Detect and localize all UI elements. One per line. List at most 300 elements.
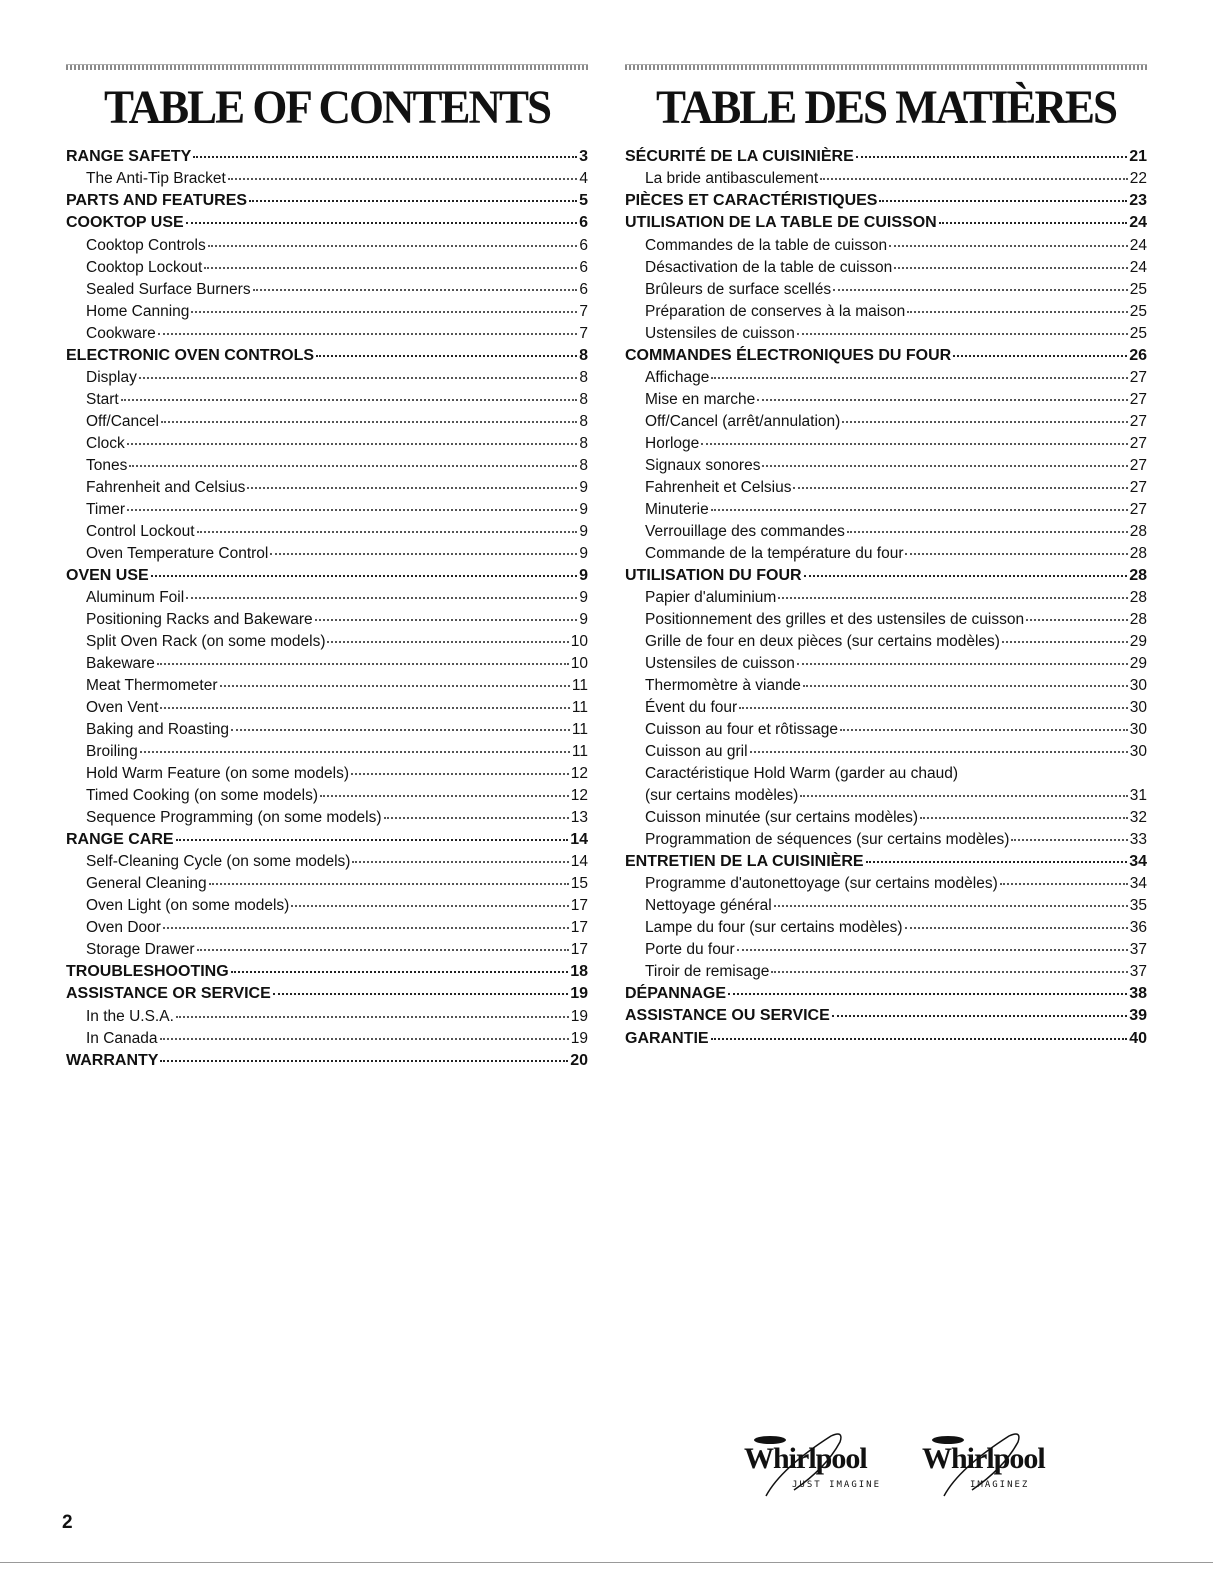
dot-leader [856, 155, 1127, 158]
toc-subsection-entry [66, 917, 588, 939]
dot-leader [327, 640, 568, 643]
toc-entry-label: Off/Cancel (arrêt/annulation) [645, 412, 841, 430]
dot-leader [711, 1037, 1128, 1040]
toc-subsection-entry [66, 301, 588, 323]
dot-leader [176, 838, 569, 841]
dot-leader [804, 574, 1128, 577]
toc-section-entry [66, 961, 588, 983]
toc-subsection-entry [625, 301, 1147, 323]
dot-leader [197, 948, 569, 951]
toc-page-number: 15 [570, 875, 588, 893]
toc-entry-label: Grille de four en deux pièces (sur certains modèles) [645, 632, 1000, 650]
toc-subsection-entry [66, 631, 588, 653]
toc-entry-label: Self-Cleaning Cycle (on some models) [86, 853, 351, 871]
toc-page-number: 13 [570, 808, 588, 826]
toc-entry-label: Storage Drawer [86, 941, 195, 959]
dot-leader [160, 1059, 568, 1062]
toc-page-number: 37 [1129, 941, 1147, 959]
toc-entry-label: UTILISATION DU FOUR [625, 566, 802, 584]
toc-entry-label: ASSISTANCE OU SERVICE [625, 1007, 830, 1025]
toc-subsection-entry [66, 411, 588, 433]
toc-page-number: 29 [1129, 632, 1147, 650]
whirlpool-logo-french [914, 1428, 1064, 1500]
toc-subsection-entry [66, 257, 588, 279]
dot-leader [1002, 640, 1128, 643]
dot-leader [320, 794, 569, 797]
toc-entry-label: Ustensiles de cuisson [645, 324, 795, 342]
toc-page-number: 30 [1129, 698, 1147, 716]
dot-leader [193, 155, 577, 158]
toc-entry-label: (sur certains modèles) [645, 786, 799, 804]
dot-leader [894, 266, 1127, 269]
toc-section-entry [625, 146, 1147, 168]
dot-leader [737, 948, 1128, 951]
toc-page-number: 33 [1129, 830, 1147, 848]
toc-entry-label: RANGE SAFETY [66, 148, 192, 165]
toc-subsection-entry [66, 587, 588, 609]
toc-entry-label: Timed Cooking (on some models) [86, 786, 319, 804]
toc-entry-label: Tones [86, 456, 128, 474]
toc-subsection-entry [66, 367, 588, 389]
toc-entry-label: Évent du four [645, 698, 738, 716]
toc-page-number: 9 [579, 566, 588, 584]
toc-subsection-entry [625, 829, 1147, 851]
toc-entry-label: Aluminum Foil [86, 588, 185, 606]
toc-entry-label: In Canada [86, 1029, 158, 1047]
toc-page-number: 6 [579, 236, 588, 254]
toc-page-number: 27 [1129, 456, 1147, 474]
toc-page-number: 11 [571, 698, 588, 716]
toc-page-number: 34 [1129, 875, 1147, 893]
toc-entry-label: Oven Light (on some models) [86, 897, 290, 915]
bottom-rule [0, 1562, 1213, 1563]
toc-page-number: 20 [570, 1051, 588, 1069]
toc-subsection-entry [66, 521, 588, 543]
toc-entry-label: Clock [86, 434, 125, 452]
toc-page-number: 35 [1129, 897, 1147, 915]
toc-entry-label: Meat Thermometer [86, 676, 218, 694]
toc-entry-label: Split Oven Rack (on some models) [86, 632, 326, 650]
toc-subsection-entry [625, 807, 1147, 829]
toc-section-entry [625, 983, 1147, 1005]
dot-leader [797, 662, 1128, 665]
dot-leader [231, 970, 569, 973]
dot-leader [1026, 618, 1128, 621]
toc-entry-label: Cooktop Lockout [86, 258, 203, 276]
toc-entry-label: Brûleurs de surface scellés [645, 280, 832, 298]
toc-page-number: 36 [1129, 919, 1147, 937]
toc-entry-label: Signaux sonores [645, 456, 761, 474]
toc-entry-label: WARRANTY [66, 1051, 159, 1069]
toc-entry-label: PIÈCES ET CARACTÉRISTIQUES [625, 192, 878, 210]
toc-entry-label: UTILISATION DE LA TABLE DE CUISSON [625, 214, 937, 232]
toc-section-entry [66, 565, 588, 587]
dot-leader [793, 486, 1127, 489]
toc-page-number: 5 [579, 192, 588, 210]
toc-entry-label: Désactivation de la table de cuisson [645, 258, 893, 276]
toc-subsection-entry [625, 235, 1147, 257]
logo-tagline: JUST IMAGINE [792, 1480, 882, 1490]
toc-entry-label: COOKTOP USE [66, 214, 184, 232]
dot-leader [231, 728, 570, 731]
toc-subsection-entry [66, 741, 588, 763]
toc-page-number: 28 [1129, 566, 1147, 584]
dot-leader [204, 266, 577, 269]
toc-entry-label: The Anti-Tip Bracket [86, 170, 226, 188]
toc-entry-label: PARTS AND FEATURES [66, 192, 248, 210]
toc-page-number: 25 [1129, 280, 1147, 298]
english-toc-list [66, 146, 588, 1072]
dot-leader [920, 816, 1128, 819]
toc-page-number: 27 [1129, 390, 1147, 408]
toc-page-number: 24 [1129, 236, 1147, 254]
dot-leader [840, 728, 1128, 731]
toc-entry-label: Cookware [86, 324, 156, 342]
toc-entry-label: Cuisson au gril [645, 742, 748, 760]
toc-entry-label: Baking and Roasting [86, 720, 230, 738]
dot-leader [228, 177, 578, 180]
toc-page-number: 8 [579, 346, 588, 364]
dot-leader [778, 596, 1127, 599]
toc-entry-label: ELECTRONIC OVEN CONTROLS [66, 346, 315, 364]
toc-subsection-entry [625, 455, 1147, 477]
toc-subsection-entry [625, 653, 1147, 675]
dot-leader [847, 530, 1128, 533]
dot-leader [739, 706, 1128, 709]
toc-page-number: 26 [1129, 346, 1147, 364]
dot-leader [273, 992, 568, 995]
toc-subsection-entry [625, 895, 1147, 917]
dot-leader [176, 1015, 569, 1018]
toc-subsection-entry [625, 477, 1147, 499]
dot-leader [186, 596, 577, 599]
toc-entry-label: Cuisson au four et rôtissage [645, 720, 838, 738]
toc-page-number: 3 [579, 148, 588, 165]
toc-subsection-entry [625, 631, 1147, 653]
toc-page-number: 31 [1129, 786, 1147, 804]
toc-page-number: 30 [1129, 676, 1147, 694]
toc-entry-label: Caractéristique Hold Warm (garder au chaud) [645, 764, 958, 782]
toc-subsection-entry [66, 1028, 588, 1050]
french-toc-list [625, 146, 1147, 1050]
dot-leader [833, 288, 1128, 291]
toc-entry-label: Home Canning [86, 302, 190, 320]
toc-subsection-entry [66, 719, 588, 741]
toc-entry-label: Ustensiles de cuisson [645, 654, 795, 672]
toc-subsection-entry [625, 257, 1147, 279]
dot-leader [291, 904, 568, 907]
toc-section-entry [66, 829, 588, 851]
toc-page-number: 6 [579, 214, 588, 232]
french-toc-column [625, 64, 1147, 1050]
toc-page-number: 11 [571, 720, 588, 738]
dot-leader [249, 199, 577, 202]
toc-section-entry [625, 1028, 1147, 1050]
dot-leader [157, 662, 569, 665]
dot-leader [127, 442, 578, 445]
toc-page-number: 8 [579, 456, 588, 474]
toc-page-number: 7 [579, 302, 588, 320]
toc-section-entry [625, 190, 1147, 212]
dot-leader [842, 420, 1127, 423]
dot-leader [797, 332, 1128, 335]
toc-page-number: 9 [579, 522, 588, 540]
toc-page-number: 22 [1129, 170, 1147, 188]
toc-entry-label: OVEN USE [66, 566, 149, 584]
english-toc-title: TABLE OF CONTENTS [103, 80, 551, 134]
dot-leader [832, 1014, 1127, 1017]
toc-entry-label: TROUBLESHOOTING [66, 963, 229, 981]
toc-page-number: 32 [1129, 808, 1147, 826]
toc-page-number: 29 [1129, 654, 1147, 672]
toc-subsection-entry [66, 785, 588, 807]
toc-page-number: 9 [579, 610, 588, 628]
toc-subsection-entry [66, 609, 588, 631]
toc-subsection-entry [625, 873, 1147, 895]
toc-entry-label: ASSISTANCE OR SERVICE [66, 985, 271, 1003]
toc-entry-label: Affichage [645, 368, 710, 386]
dot-leader [315, 618, 578, 621]
toc-entry-label: Display [86, 368, 137, 386]
dot-leader [253, 288, 578, 291]
logo-wordmark: Whirlpool [744, 1442, 867, 1475]
toc-entry-label: Fahrenheit et Celsius [645, 478, 792, 496]
dot-leader [879, 199, 1127, 202]
toc-entry-label: In the U.S.A. [86, 1007, 174, 1025]
toc-page-number: 6 [579, 280, 588, 298]
toc-section-entry [66, 146, 588, 168]
toc-page-number: 19 [570, 985, 588, 1003]
dot-leader [151, 574, 577, 577]
toc-subsection-entry [66, 675, 588, 697]
toc-page-number: 18 [570, 963, 588, 981]
toc-page-number: 34 [1129, 852, 1147, 870]
toc-subsection-entry [66, 1006, 588, 1028]
toc-entry-label: Commandes de la table de cuisson [645, 236, 888, 254]
dot-leader [270, 552, 577, 555]
toc-entry-label: GARANTIE [625, 1029, 709, 1047]
toc-page-number: 8 [579, 390, 588, 408]
dot-leader [191, 310, 577, 313]
toc-section-entry [66, 983, 588, 1005]
toc-section-entry [625, 345, 1147, 367]
toc-subsection-entry [625, 168, 1147, 190]
dot-leader [129, 464, 577, 467]
dot-leader [701, 442, 1127, 445]
toc-subsection-entry [625, 763, 1147, 785]
toc-subsection-entry [625, 521, 1147, 543]
dot-leader [905, 926, 1128, 929]
toc-section-entry [66, 345, 588, 367]
dot-leader [384, 816, 569, 819]
toc-page-number: 27 [1129, 368, 1147, 386]
toc-subsection-entry [625, 675, 1147, 697]
toc-subsection-entry [66, 763, 588, 785]
toc-entry-label: COMMANDES ÉLECTRONIQUES DU FOUR [625, 346, 952, 364]
toc-subsection-entry [625, 499, 1147, 521]
toc-entry-label: Tiroir de remisage [645, 963, 770, 981]
toc-page-number: 4 [579, 170, 588, 188]
dot-leader [158, 332, 578, 335]
top-rule [625, 64, 1147, 70]
toc-entry-label: ENTRETIEN DE LA CUISINIÈRE [625, 852, 864, 870]
dot-leader [160, 706, 570, 709]
dot-leader [351, 772, 569, 775]
toc-page-number: 9 [579, 588, 588, 606]
toc-subsection-entry [66, 873, 588, 895]
dot-leader [140, 750, 570, 753]
dot-leader [711, 376, 1127, 379]
toc-section-entry [66, 1050, 588, 1072]
dot-leader [220, 684, 570, 687]
toc-page-number: 12 [570, 764, 588, 782]
toc-entry-label: Oven Vent [86, 698, 159, 716]
english-toc-column [66, 64, 588, 1072]
toc-page-number: 9 [579, 544, 588, 562]
toc-page-number: 28 [1129, 610, 1147, 628]
dot-leader [711, 508, 1128, 511]
toc-subsection-entry [66, 939, 588, 961]
dot-leader [1000, 882, 1128, 885]
whirlpool-logo-english [736, 1428, 886, 1500]
toc-entry-label: La bride antibasculement [645, 170, 819, 188]
toc-subsection-entry [66, 499, 588, 521]
toc-page-number: 11 [571, 676, 588, 694]
dot-leader [889, 244, 1128, 247]
toc-page-number: 25 [1129, 324, 1147, 342]
toc-subsection-entry [625, 411, 1147, 433]
toc-subsection-entry [625, 609, 1147, 631]
toc-entry-label: Cooktop Controls [86, 236, 206, 254]
toc-section-entry [625, 851, 1147, 873]
page-number: 2 [62, 1512, 73, 1533]
dot-leader [160, 1037, 569, 1040]
toc-entry-label: Start [86, 390, 119, 408]
toc-page-number: 17 [570, 941, 588, 959]
toc-entry-label: Fahrenheit and Celsius [86, 478, 246, 496]
toc-section-entry [625, 1005, 1147, 1027]
toc-page-number: 14 [570, 853, 588, 871]
toc-subsection-entry [66, 895, 588, 917]
toc-section-entry [66, 190, 588, 212]
dot-leader [1011, 838, 1127, 841]
toc-subsection-entry [625, 587, 1147, 609]
dot-leader [757, 398, 1127, 401]
toc-entry-label: Commande de la température du four [645, 544, 904, 562]
toc-entry-label: Programmation de séquences (sur certains modèles) [645, 830, 1010, 848]
french-toc-title: TABLE DES MATIÈRES [656, 80, 1116, 134]
toc-page-number: 10 [570, 654, 588, 672]
toc-page-number: 17 [570, 919, 588, 937]
dot-leader [800, 794, 1127, 797]
dot-leader [771, 970, 1127, 973]
dot-leader [866, 860, 1128, 863]
toc-page-number: 40 [1129, 1029, 1147, 1047]
toc-subsection-entry [625, 719, 1147, 741]
dot-leader [750, 750, 1128, 753]
toc-page-number: 14 [570, 830, 588, 848]
toc-subsection-entry [625, 367, 1147, 389]
toc-subsection-entry [66, 389, 588, 411]
toc-page-number: 25 [1129, 302, 1147, 320]
toc-page-number: 30 [1129, 742, 1147, 760]
toc-page-number: 38 [1129, 985, 1147, 1003]
toc-entry-label: RANGE CARE [66, 830, 174, 848]
dot-leader [208, 244, 578, 247]
toc-page-number: 9 [579, 500, 588, 518]
toc-page-number: 12 [570, 786, 588, 804]
toc-entry-label: Positioning Racks and Bakeware [86, 610, 313, 628]
toc-subsection-entry [66, 455, 588, 477]
toc-page-number: 11 [571, 742, 588, 760]
dot-leader [316, 354, 577, 357]
dot-leader [161, 420, 577, 423]
toc-entry-label: Nettoyage général [645, 897, 772, 915]
toc-entry-label: Bakeware [86, 654, 155, 672]
toc-entry-label: Sealed Surface Burners [86, 280, 251, 298]
toc-entry-label: Sequence Programming (on some models) [86, 808, 382, 826]
toc-page-number: 19 [570, 1007, 588, 1025]
toc-entry-label: Verrouillage des commandes [645, 522, 845, 540]
toc-page-number: 37 [1129, 963, 1147, 981]
logo-wordmark: Whirlpool [922, 1442, 1045, 1475]
dot-leader [127, 508, 577, 511]
toc-subsection-entry [66, 697, 588, 719]
toc-entry-label: General Cleaning [86, 875, 207, 893]
toc-page-number: 8 [579, 412, 588, 430]
toc-entry-label: Préparation de conserves à la maison [645, 302, 906, 320]
dot-leader [905, 552, 1127, 555]
toc-page-number: 30 [1129, 720, 1147, 738]
toc-page-number: 24 [1129, 214, 1147, 232]
toc-entry-label: SÉCURITÉ DE LA CUISINIÈRE [625, 148, 854, 165]
dot-leader [907, 310, 1128, 313]
toc-entry-label: Control Lockout [86, 522, 195, 540]
toc-subsection-entry [66, 543, 588, 565]
toc-section-entry [66, 212, 588, 234]
toc-subsection-entry [625, 917, 1147, 939]
toc-entry-label: Oven Door [86, 919, 161, 937]
toc-page-number: 7 [579, 324, 588, 342]
toc-section-entry [625, 212, 1147, 234]
toc-subsection-entry [66, 807, 588, 829]
toc-subsection-entry [66, 477, 588, 499]
toc-subsection-entry [625, 741, 1147, 763]
dot-leader [139, 376, 578, 379]
toc-subsection-entry [66, 653, 588, 675]
dot-leader [163, 926, 569, 929]
dot-leader [774, 904, 1128, 907]
toc-entry-label: Broiling [86, 742, 138, 760]
toc-page-number: 27 [1129, 434, 1147, 452]
toc-entry-label: Mise en marche [645, 390, 756, 408]
toc-entry-label: Thermomètre à viande [645, 676, 801, 694]
dot-leader [939, 221, 1128, 224]
toc-page-number: 27 [1129, 412, 1147, 430]
toc-page-number: 27 [1129, 500, 1147, 518]
toc-subsection-entry [625, 939, 1147, 961]
dot-leader [728, 992, 1127, 995]
toc-subsection-entry [625, 433, 1147, 455]
toc-entry-label: Papier d'aluminium [645, 588, 777, 606]
toc-entry-label: Timer [86, 500, 126, 518]
toc-section-entry [625, 565, 1147, 587]
dot-leader [247, 486, 577, 489]
toc-entry-label: DÉPANNAGE [625, 985, 727, 1003]
dot-leader [121, 398, 578, 401]
toc-entry-label: Hold Warm Feature (on some models) [86, 764, 350, 782]
toc-entry-label: Minuterie [645, 500, 709, 518]
